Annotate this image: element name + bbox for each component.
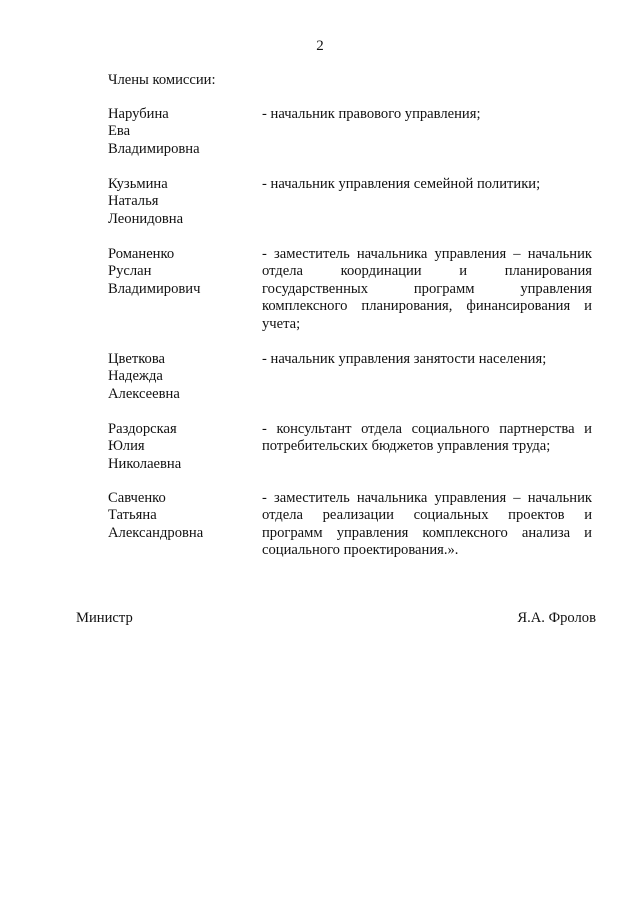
role-line: - консультант отдела социального партнерства и <box>262 421 592 437</box>
role-line: учета; <box>262 315 301 332</box>
role-line: - начальник управления семейной политики; <box>262 176 541 192</box>
member-patronymic: Николаевна <box>108 455 182 472</box>
member-role <box>262 106 592 123</box>
member-first-name: Наталья <box>108 193 159 210</box>
role-line: отдела реализации социальных проектов и <box>262 507 592 524</box>
role-line: - начальник управления занятости населения; <box>262 351 547 367</box>
member-first-name: Юлия <box>108 438 145 455</box>
member-first-name: Руслан <box>108 263 152 280</box>
member-role <box>262 351 592 368</box>
signature-block <box>76 610 596 628</box>
signatory-title: Министр <box>76 610 133 626</box>
member-name <box>108 176 258 228</box>
role-line: - заместитель начальника управления – начальник <box>262 490 592 506</box>
member-role <box>262 176 592 193</box>
member-surname: Кузьмина <box>108 176 168 192</box>
signatory-name: Я.А. Фролов <box>517 610 596 626</box>
member-patronymic: Леонидовна <box>108 210 184 227</box>
role-line: государственных программ управления <box>262 280 592 297</box>
member-name <box>108 421 258 473</box>
member-name <box>108 351 258 403</box>
role-line: социального проектирования.». <box>262 542 459 559</box>
member-patronymic: Александровна <box>108 524 204 541</box>
member-first-name: Ева <box>108 123 131 140</box>
member-name <box>108 106 258 158</box>
role-line: комплексного планирования, финансирования и <box>262 298 592 315</box>
member-name <box>108 246 258 298</box>
member-surname: Савченко <box>108 490 166 506</box>
section-heading: Члены комиссии: <box>108 72 216 88</box>
member-patronymic: Владимировна <box>108 140 200 157</box>
member-patronymic: Алексеевна <box>108 385 180 402</box>
role-line: потребительских бюджетов управления труда; <box>262 438 551 455</box>
member-role <box>262 246 592 333</box>
page-number: 2 <box>316 38 324 54</box>
member-name <box>108 490 258 542</box>
role-line: программ управления комплексного анализа и <box>262 524 592 541</box>
member-surname: Цветкова <box>108 351 166 367</box>
member-first-name: Надежда <box>108 368 163 385</box>
role-line: - заместитель начальника управления – начальник <box>262 246 592 262</box>
member-role <box>262 421 592 456</box>
role-line: - начальник правового управления; <box>262 106 481 122</box>
member-patronymic: Владимирович <box>108 280 201 297</box>
member-surname: Нарубина <box>108 106 169 122</box>
member-surname: Раздорская <box>108 421 177 437</box>
member-first-name: Татьяна <box>108 507 157 524</box>
member-surname: Романенко <box>108 246 175 262</box>
role-line: отдела координации и планирования <box>262 263 592 280</box>
member-role <box>262 490 592 560</box>
